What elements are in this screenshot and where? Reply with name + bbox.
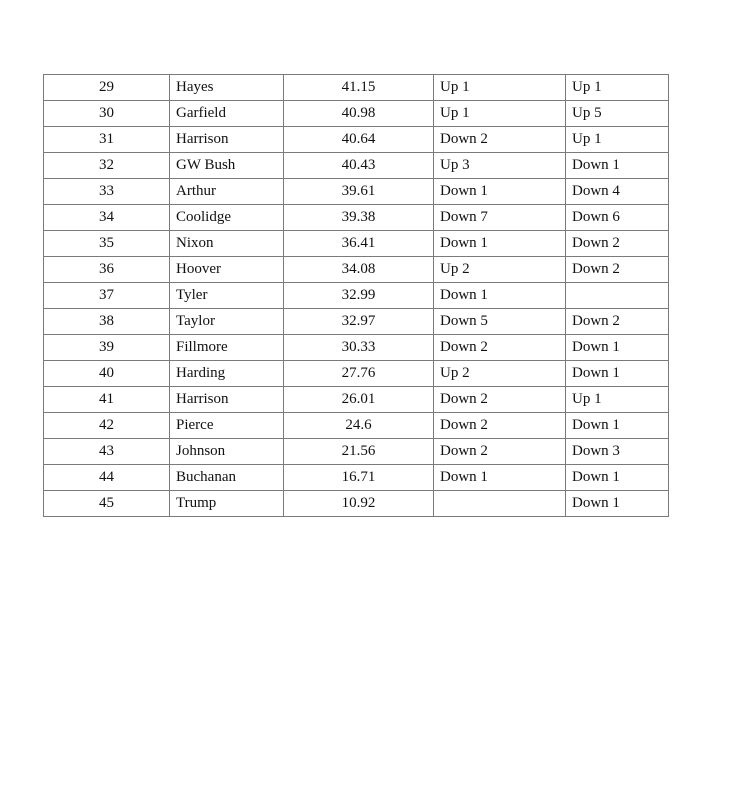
president-name-cell: Taylor — [170, 309, 284, 335]
president-name-cell: Tyler — [170, 283, 284, 309]
rank-change-a-cell: Down 2 — [434, 387, 566, 413]
rank-change-b-cell: Up 1 — [566, 127, 669, 153]
score-cell: 21.56 — [284, 439, 434, 465]
table-row — [44, 127, 669, 153]
president-name-cell: Fillmore — [170, 335, 284, 361]
rank-change-a-cell: Down 2 — [434, 413, 566, 439]
score-cell: 24.6 — [284, 413, 434, 439]
table-row — [44, 413, 669, 439]
rank-change-b-cell: Down 1 — [566, 413, 669, 439]
rank-change-a-cell: Up 1 — [434, 75, 566, 101]
rank-change-a-cell: Down 5 — [434, 309, 566, 335]
rank-change-b-cell: Down 2 — [566, 309, 669, 335]
president-name-cell: Pierce — [170, 413, 284, 439]
rank-change-a-cell: Down 2 — [434, 439, 566, 465]
rank-cell: 38 — [44, 309, 170, 335]
rank-change-a-cell: Up 2 — [434, 361, 566, 387]
table-row — [44, 179, 669, 205]
rank-change-a-cell: Up 1 — [434, 101, 566, 127]
rank-change-b-cell: Down 1 — [566, 335, 669, 361]
table-row — [44, 491, 669, 517]
score-cell: 32.99 — [284, 283, 434, 309]
score-cell: 40.43 — [284, 153, 434, 179]
score-cell: 10.92 — [284, 491, 434, 517]
rank-cell: 36 — [44, 257, 170, 283]
president-name-cell: Nixon — [170, 231, 284, 257]
rank-change-b-cell — [566, 283, 669, 309]
table-row — [44, 75, 669, 101]
rank-change-b-cell: Down 1 — [566, 465, 669, 491]
rank-change-a-cell: Down 1 — [434, 465, 566, 491]
table-row — [44, 439, 669, 465]
rank-change-b-cell: Up 1 — [566, 75, 669, 101]
rank-change-b-cell: Up 1 — [566, 387, 669, 413]
rank-change-a-cell: Down 7 — [434, 205, 566, 231]
president-name-cell: Hayes — [170, 75, 284, 101]
rank-cell: 31 — [44, 127, 170, 153]
rank-change-b-cell: Down 3 — [566, 439, 669, 465]
president-name-cell: Trump — [170, 491, 284, 517]
rank-change-b-cell: Down 1 — [566, 361, 669, 387]
rank-cell: 40 — [44, 361, 170, 387]
rank-cell: 42 — [44, 413, 170, 439]
rank-cell: 44 — [44, 465, 170, 491]
rank-cell: 30 — [44, 101, 170, 127]
rank-change-b-cell: Down 1 — [566, 153, 669, 179]
rank-cell: 43 — [44, 439, 170, 465]
president-name-cell: Hoover — [170, 257, 284, 283]
rank-cell: 45 — [44, 491, 170, 517]
president-name-cell: Harding — [170, 361, 284, 387]
table-row — [44, 465, 669, 491]
score-cell: 16.71 — [284, 465, 434, 491]
table-row — [44, 153, 669, 179]
rank-change-b-cell: Up 5 — [566, 101, 669, 127]
rank-change-b-cell: Down 4 — [566, 179, 669, 205]
rank-change-b-cell: Down 2 — [566, 257, 669, 283]
rank-change-a-cell: Down 1 — [434, 283, 566, 309]
rank-change-a-cell: Down 2 — [434, 335, 566, 361]
rank-change-a-cell: Down 1 — [434, 231, 566, 257]
table-row — [44, 231, 669, 257]
score-cell: 40.98 — [284, 101, 434, 127]
table-row — [44, 205, 669, 231]
score-cell: 34.08 — [284, 257, 434, 283]
rank-cell: 34 — [44, 205, 170, 231]
president-name-cell: GW Bush — [170, 153, 284, 179]
president-name-cell: Harrison — [170, 387, 284, 413]
rank-cell: 32 — [44, 153, 170, 179]
rank-change-a-cell: Down 1 — [434, 179, 566, 205]
score-cell: 26.01 — [284, 387, 434, 413]
table-row — [44, 257, 669, 283]
table-row — [44, 361, 669, 387]
table-body — [44, 75, 669, 517]
president-name-cell: Arthur — [170, 179, 284, 205]
table-row — [44, 283, 669, 309]
score-cell: 41.15 — [284, 75, 434, 101]
rank-cell: 33 — [44, 179, 170, 205]
rank-change-a-cell: Down 2 — [434, 127, 566, 153]
score-cell: 40.64 — [284, 127, 434, 153]
rank-cell: 35 — [44, 231, 170, 257]
rank-cell: 29 — [44, 75, 170, 101]
table-row — [44, 335, 669, 361]
score-cell: 36.41 — [284, 231, 434, 257]
rank-change-b-cell: Down 1 — [566, 491, 669, 517]
president-name-cell: Garfield — [170, 101, 284, 127]
president-name-cell: Harrison — [170, 127, 284, 153]
score-cell: 32.97 — [284, 309, 434, 335]
score-cell: 27.76 — [284, 361, 434, 387]
rank-change-b-cell: Down 6 — [566, 205, 669, 231]
rank-change-a-cell: Up 2 — [434, 257, 566, 283]
score-cell: 39.38 — [284, 205, 434, 231]
rank-change-b-cell: Down 2 — [566, 231, 669, 257]
table-row — [44, 309, 669, 335]
rank-cell: 37 — [44, 283, 170, 309]
presidential-ranking-table — [43, 74, 669, 517]
president-name-cell: Coolidge — [170, 205, 284, 231]
rank-cell: 41 — [44, 387, 170, 413]
rank-change-a-cell — [434, 491, 566, 517]
score-cell: 39.61 — [284, 179, 434, 205]
rank-cell: 39 — [44, 335, 170, 361]
president-name-cell: Johnson — [170, 439, 284, 465]
table-row — [44, 387, 669, 413]
table-row — [44, 101, 669, 127]
rank-change-a-cell: Up 3 — [434, 153, 566, 179]
score-cell: 30.33 — [284, 335, 434, 361]
president-name-cell: Buchanan — [170, 465, 284, 491]
